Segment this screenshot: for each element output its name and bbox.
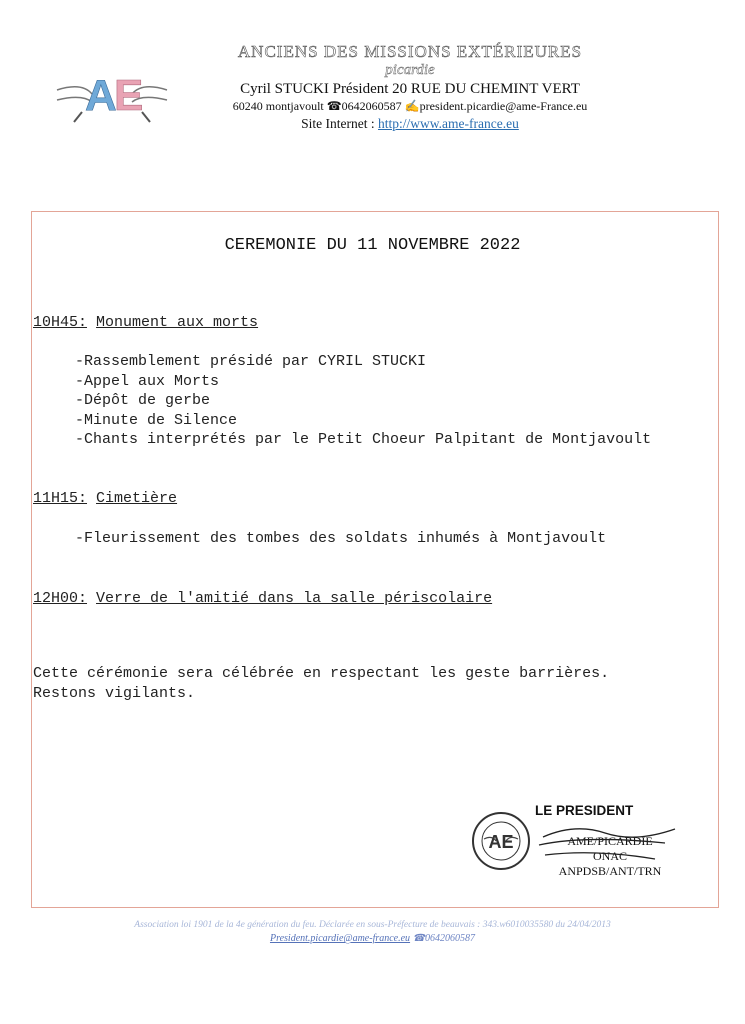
list-item: -Rassemblement présidé par CYRIL STUCKI bbox=[75, 353, 427, 370]
section-heading-3 bbox=[33, 590, 492, 607]
footer-contact bbox=[0, 933, 745, 944]
list-item: -Appel aux Morts bbox=[75, 372, 220, 390]
address: 60240 montjavoult bbox=[232, 99, 324, 113]
list-item: -Fleurissement des tombes des soldats inhumés à Montjavoult bbox=[75, 530, 607, 547]
region-name: picardie bbox=[385, 62, 435, 78]
site-link[interactable]: http://www.ame-france.eu bbox=[378, 116, 519, 131]
section-heading-1 bbox=[33, 314, 258, 331]
footer bbox=[0, 920, 745, 944]
note-line: Cette cérémonie sera célébrée en respectant les geste barrières. bbox=[33, 665, 610, 682]
signature-block bbox=[535, 803, 685, 879]
site-label: Site Internet : bbox=[301, 116, 375, 131]
list-item: -Minute de Silence bbox=[75, 411, 238, 429]
letterhead bbox=[200, 42, 620, 132]
stamp-letters: AE bbox=[488, 832, 514, 852]
official-stamp bbox=[470, 810, 532, 872]
signature-line: ANPDSB/ANT/TRN bbox=[558, 864, 662, 878]
footer-legal: Association loi 1901 de la 4e génération du feu. Déclarée en sous-Préfecture de beauvais : 343.w6010035580 du 24/04/2013 bbox=[134, 920, 611, 930]
signature-title: LE PRESIDENT bbox=[535, 803, 634, 818]
signature-line: AME/PICARDIE bbox=[567, 834, 653, 848]
signature-line: ONAC bbox=[592, 849, 627, 863]
document-title: CEREMONIE DU 11 NOVEMBRE 2022 bbox=[224, 236, 521, 255]
list-item: -Chants interprétés par le Petit Choeur Palpitant de Montjavoult bbox=[75, 431, 652, 448]
president-line: Cyril STUCKI Président 20 RUE DU CHEMINT VERT bbox=[240, 81, 580, 97]
section-place: Verre de l'amitié dans la salle périscolaire bbox=[96, 590, 493, 607]
association-logo bbox=[52, 60, 172, 132]
footer-email-link[interactable]: President.picardie@ame-france.eu bbox=[269, 933, 411, 944]
signature-scribble bbox=[535, 815, 685, 877]
section-items-2 bbox=[75, 529, 606, 549]
section-time: 10H45: bbox=[33, 314, 88, 331]
site-line bbox=[200, 116, 620, 132]
section-heading-2 bbox=[33, 490, 177, 507]
org-title: ANCIENS DES MISSIONS EXTÉRIEURES bbox=[237, 42, 583, 61]
list-item: -Dépôt de gerbe bbox=[75, 392, 211, 409]
logo-letter-a: A bbox=[85, 71, 117, 120]
contact-line bbox=[200, 99, 620, 114]
section-place: Cimetière bbox=[96, 490, 178, 507]
note-line: Restons vigilants. bbox=[33, 685, 196, 702]
logo-letter-e: E bbox=[114, 71, 144, 120]
phone-number: ☎0642060587 bbox=[326, 99, 402, 113]
section-items-1 bbox=[75, 352, 651, 450]
section-place: Monument aux morts bbox=[96, 314, 259, 331]
footer-phone: ☎0642060587 bbox=[412, 933, 476, 944]
section-time: 11H15: bbox=[33, 490, 88, 507]
closing-note bbox=[33, 664, 609, 704]
email-address: ✍president.picardie@ame-France.eu bbox=[404, 99, 588, 113]
section-time: 12H00: bbox=[33, 590, 88, 607]
